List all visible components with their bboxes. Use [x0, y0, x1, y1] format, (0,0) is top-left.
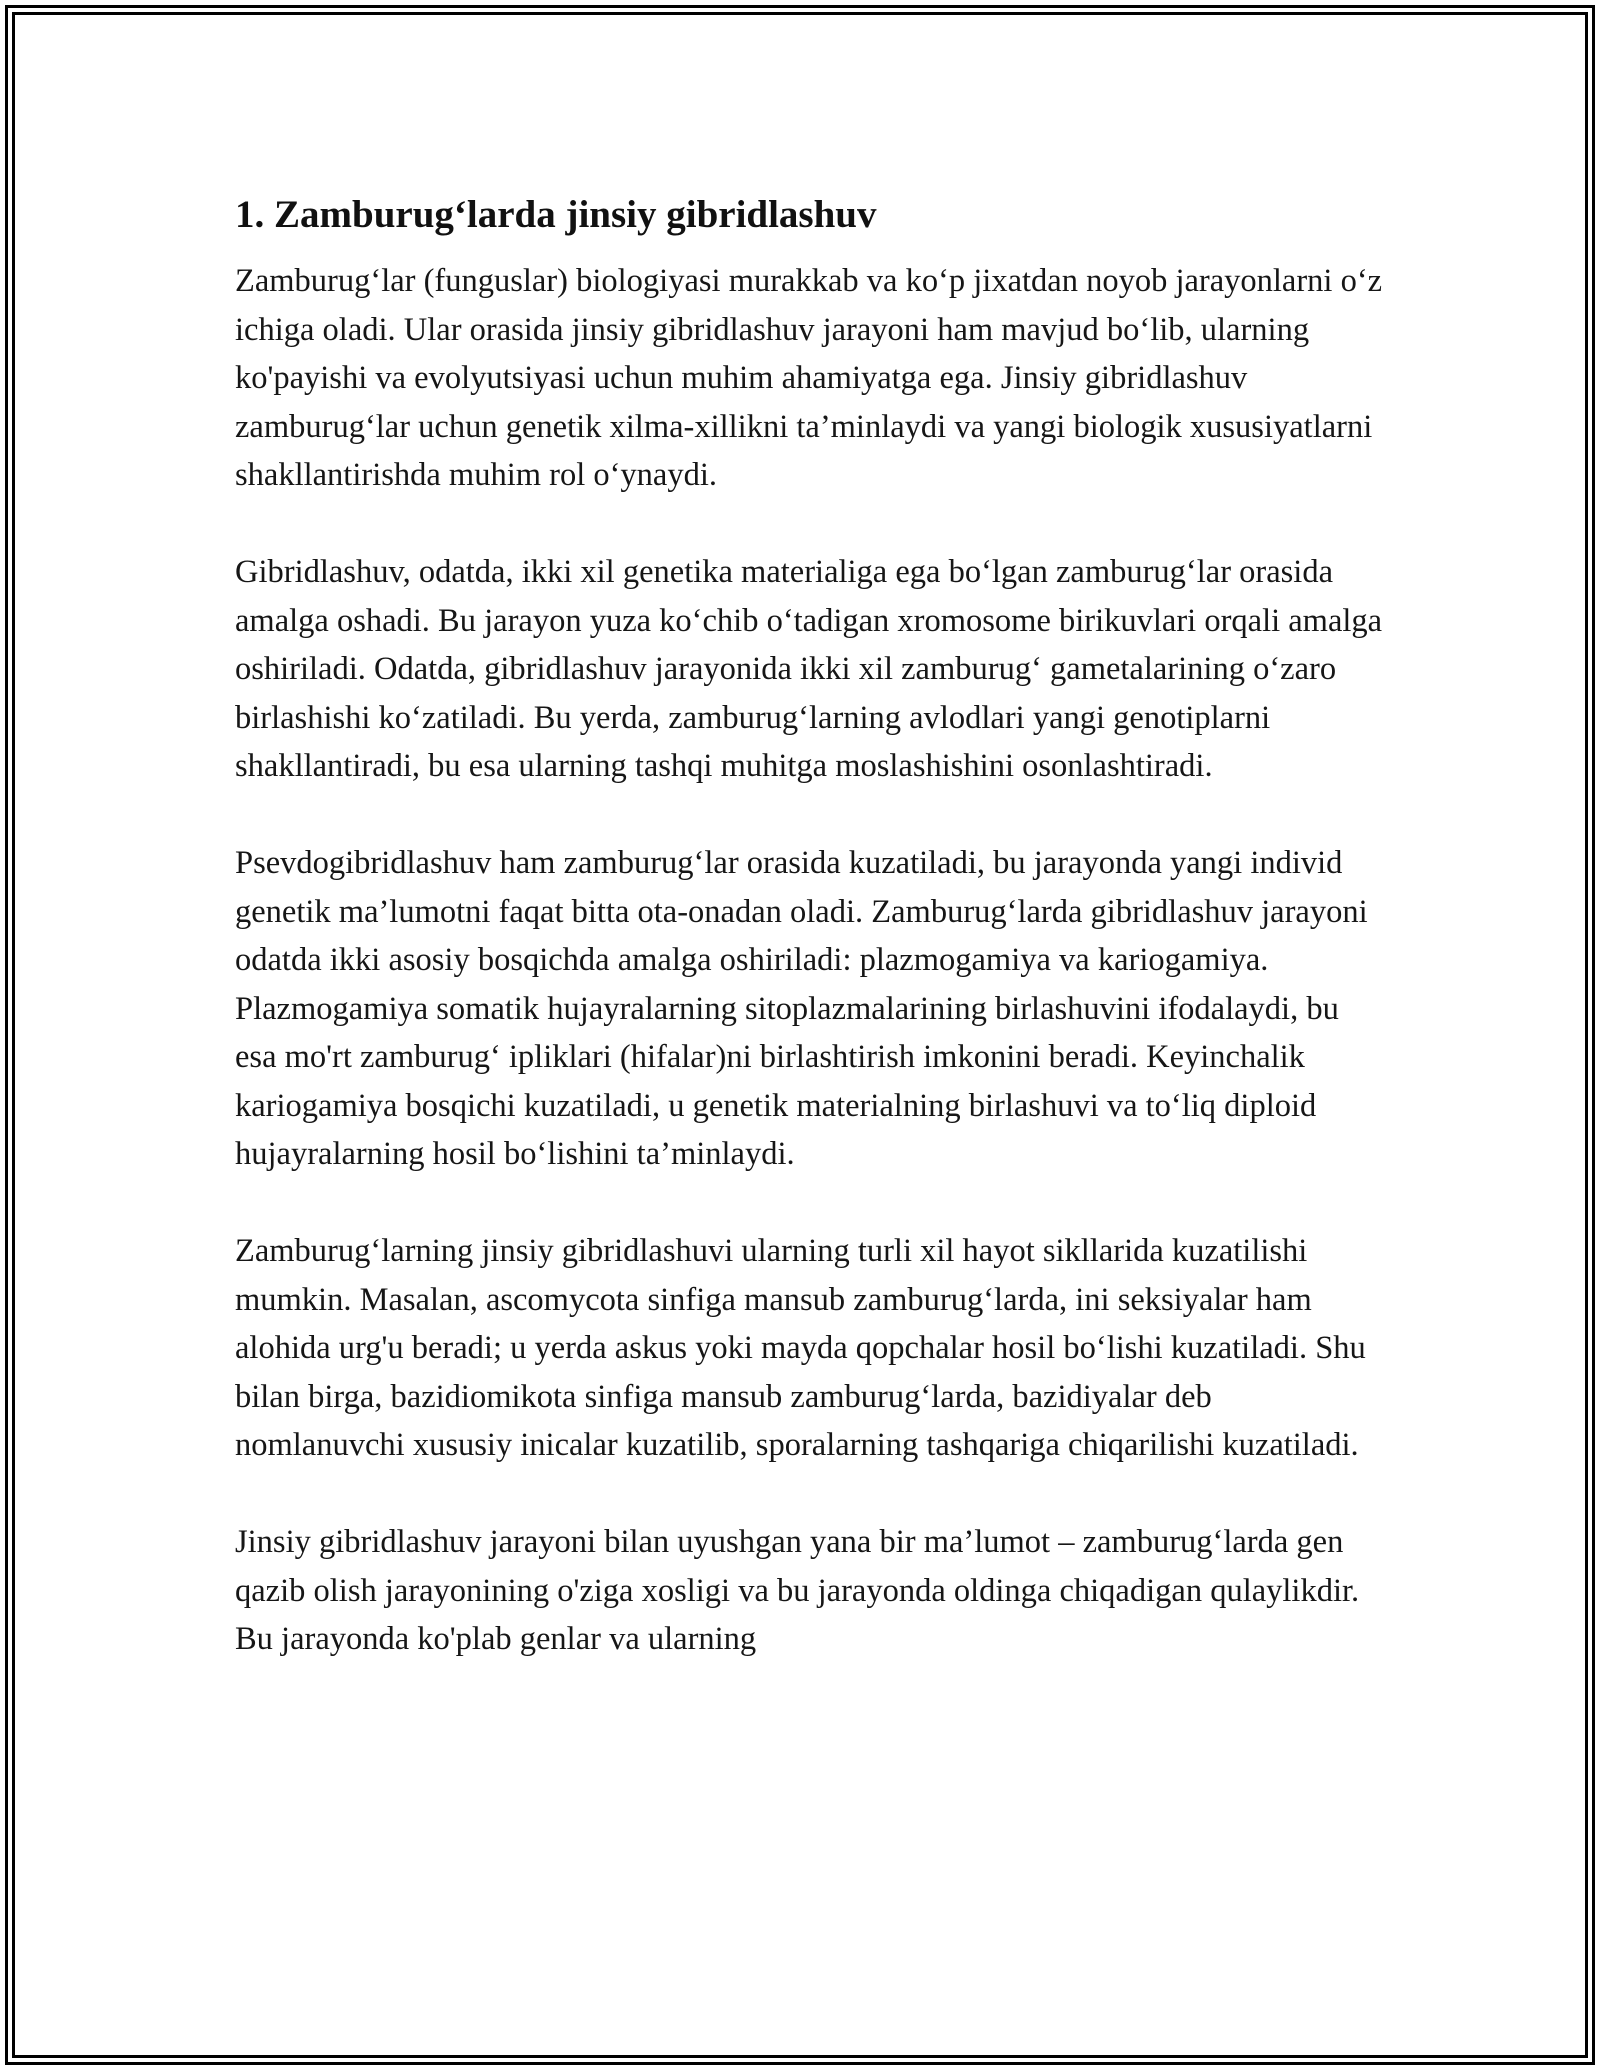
paragraph-4: Zamburug‘larning jinsiy gibridlashuvi ularning turli xil hayot sikllarida kuzatilishi mumkin. Masalan, ascomycota sinfiga mansub zamburug‘larda, ini seksiyalar ham alohida urg'u beradi; u yerda askus yoki mayda qopchalar hosil bo‘lishi kuzatiladi. Shu bilan birga, bazidiomikota sinfiga mansub zamburug‘larda, bazidiyalar deb nomlanuvchi xususiy inicalar kuzatilib, sporalarning tashqariga chiqarilishi kuzatiladi. — [235, 1233, 1366, 1463]
document-body — [235, 185, 1385, 1712]
paragraph-5: Jinsiy gibridlashuv jarayoni bilan uyushgan yana bir ma’lumot – zamburug‘larda gen qazib olish jarayonining o'ziga xosligi va bu jarayonda oldinga chiqadigan qulaylikdir. Bu jarayonda ko'plab genlar va ularning — [235, 1524, 1360, 1657]
paragraph-3: Psevdogibridlashuv ham zamburug‘lar orasida kuzatiladi, bu jarayonda yangi individ genetik ma’lumotni faqat bitta ota-onadan oladi. Zamburug‘larda gibridlashuv jarayoni odatda ikki asosiy bosqichda amalga oshiriladi: plazmogamiya va kariogamiya. Plazmogamiya somatik hujayralarning sitoplazmalarining birlashuvini ifodalaydi, bu esa mo'rt zamburug‘ ipliklari (hifalar)ni birlashtirish imkonini beradi. Keyinchalik kariogamiya bosqichi kuzatiladi, u genetik materialning birlashuvi va to‘liq diploid hujayralarning hosil bo‘lishini ta’minlaydi. — [235, 845, 1368, 1172]
section-heading: 1. Zamburug‘larda jinsiy gibridlashuv — [235, 193, 877, 236]
paragraph-1: Zamburug‘lar (funguslar) biologiyasi murakkab va ko‘p jixatdan noyob jarayonlarni o‘z ichiga oladi. Ular orasida jinsiy gibridlashuv jarayoni ham mavjud bo‘lib, ularning ko'payishi va evolyutsiyasi uchun muhim ahamiyatga ega. Jinsiy gibridlashuv zamburug‘lar uchun genetik xilma-xillikni ta’minlaydi va yangi biologik xususiyatlarni shakllantirishda muhim rol o‘ynaydi. — [235, 263, 1383, 493]
paragraph-2: Gibridlashuv, odatda, ikki xil genetika materialiga ega bo‘lgan zamburug‘lar orasida amalga oshadi. Bu jarayon yuza ko‘chib o‘tadigan xromosome birikuvlari orqali amalga oshiriladi. Odatda, gibridlashuv jarayonida ikki xil zamburug‘ gametalarining o‘zaro birlashishi ko‘zatiladi. Bu yerda, zamburug‘larning avlodlari yangi genotiplarni shakllantiradi, bu esa ularning tashqi muhitga moslashishini osonlashtiradi. — [235, 554, 1383, 784]
